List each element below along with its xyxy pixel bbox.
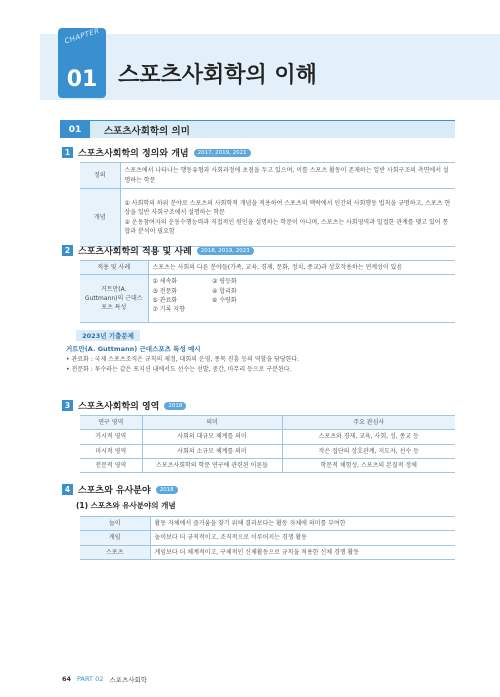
trait-item: ⑦ 기록 지향 (152, 306, 185, 314)
application-table (80, 260, 455, 323)
table-row (80, 545, 455, 559)
row-label: 정의 (80, 163, 120, 189)
concept-item: ① 사회학의 하위 분야로 스포츠의 사회학적 개념을 적용하여 스포츠의 맥락에서 인간의 사회행동 법칙을 규명하고, 스포츠 현상을 일반 사회구조에서 설명하는 학문 (124, 199, 451, 217)
year-badge: 2018, 2019, 2023 (197, 247, 254, 255)
section-bar (60, 120, 455, 138)
table-row (80, 458, 455, 472)
row-label: 거트만(A. Guttmann)의 근대스포츠 특성 (80, 275, 148, 323)
definition-table (80, 162, 455, 247)
row-label: 게임 (80, 531, 150, 545)
table-cell: 스포츠사회학의 학문 연구에 관련된 이론들 (142, 458, 282, 472)
similar-fields-table (80, 516, 455, 560)
chapter-badge (58, 28, 106, 98)
exam-heading: 거트만(A. Guttmann) 근대스포츠 특성 예시 (66, 345, 201, 353)
table-cell: 학문적 체험성, 스포츠의 본질적 정체 (282, 458, 455, 472)
trait-column-1 (148, 275, 208, 323)
footer-part-name: 스포츠사회학 (109, 676, 148, 684)
table-row (80, 275, 455, 323)
subsection-subtitle: (1) 스포츠와 유사분야의 개념 (76, 501, 176, 510)
column-header: 연구 영역 (80, 416, 142, 430)
row-text: 놀이보다 더 규칙적이고, 조직적으로 이루어지는 경쟁 활동 (150, 531, 455, 545)
table-row (80, 444, 455, 458)
trait-item: ⑥ 수량화 (212, 296, 237, 304)
table-row (80, 531, 455, 545)
table-cell: 미시적 영역 (80, 444, 142, 458)
table-cell: 전문적 영역 (80, 458, 142, 472)
subheading-2 (62, 244, 254, 257)
row-text: 활동 자체에서 즐거움을 찾기 위해 결과보다는 활동 자체에 의미를 부여한 (150, 517, 455, 531)
section-number: 01 (60, 121, 90, 138)
table-cell: 작은 집단의 상호관계, 지도자, 선수 등 (282, 444, 455, 458)
subheading-number: 3 (62, 400, 73, 411)
table-row (80, 261, 455, 275)
column-header: 의미 (142, 416, 282, 430)
subheading-4 (62, 483, 178, 496)
chapter-number: 01 (66, 67, 98, 92)
subheading-number: 4 (62, 484, 73, 495)
chapter-title: 스포츠사회학의 이해 (118, 63, 317, 88)
table-cell: 사회의 소규모 체계를 의미 (142, 444, 282, 458)
trait-item: ⑤ 관료화 (152, 296, 178, 304)
trait-item: ① 세속화 (152, 278, 178, 286)
row-label: 개념 (80, 189, 120, 247)
exam-box (66, 330, 451, 388)
row-text: 스포츠에서 나타나는 행동유형과 사회과정에 초점을 두고 있으며, 이를 스포츠 활동이 존재하는 일반 사회구조의 측면에서 설명하는 학문 (120, 163, 455, 189)
chapter-word: CHAPTER (63, 26, 101, 46)
exam-body (66, 344, 451, 375)
subheading-title: 스포츠사회학의 적용 및 사례 (78, 247, 192, 257)
subheading-title: 스포츠사회학의 영역 (78, 402, 160, 412)
exam-tag: 2023년 기출문제 (76, 330, 140, 341)
footer-part: PART 02 (77, 675, 104, 683)
subheading-1 (62, 146, 251, 159)
subheading-number: 2 (62, 245, 73, 256)
table-cell: 사회의 대규모 체계를 의미 (142, 430, 282, 444)
row-text: 게임보다 더 체계적이고, 구체적인 신체활동으로 규칙을 적용한 신체 경쟁 활동 (150, 545, 455, 559)
year-badge: 2017, 2019, 2021 (194, 149, 251, 157)
row-text (120, 189, 455, 247)
row-label: 스포츠 (80, 545, 150, 559)
trait-item: ② 평등화 (212, 278, 237, 286)
subheading-title: 스포츠와 유사분야 (78, 486, 151, 496)
table-header-row (80, 416, 455, 430)
section-title: 스포츠사회학의 의미 (104, 125, 190, 137)
table-row (80, 430, 455, 444)
trait-item: ③ 전문화 (152, 287, 178, 295)
row-text: 스포츠는 사회의 다른 분야들(가족, 교육, 경제, 문화, 정치, 종교)과 상호작용하는 연계성이 있음 (148, 261, 455, 275)
table-cell: 거시적 영역 (80, 430, 142, 444)
table-row (80, 163, 455, 189)
page-footer (62, 675, 147, 684)
column-header: 주요 관심사 (282, 416, 455, 430)
subheading-number: 1 (62, 147, 73, 158)
domain-table (80, 415, 455, 473)
subheading-3 (62, 399, 186, 412)
table-row (80, 189, 455, 247)
table-cell: 스포츠와 경제, 교육, 사회, 성, 종교 등 (282, 430, 455, 444)
year-badge: 2018 (156, 486, 178, 494)
row-label: 놀이 (80, 517, 150, 531)
table-row (80, 517, 455, 531)
trait-column-2 (208, 275, 455, 323)
concept-item: ② 운동참여자의 운동수행능력과 직접적인 원인을 설명하는 학문이 아니며, 스포츠는 사회영역과 밀접한 관계를 맺고 있어 통합과 분석이 필요함 (124, 218, 449, 235)
row-label: 적용 및 사례 (80, 261, 148, 275)
year-badge: 2018 (164, 402, 186, 410)
exam-line: • 전문화 : 투수라는 같은 포지션 내에서도 선수는 선발, 중간, 마무리 등으로 구분된다. (66, 366, 292, 374)
exam-line: • 관료화 : 국제 스포츠조직은 규칙의 제정, 대회의 운영, 종목 진흥 등의 역할을 담당한다. (66, 356, 300, 364)
page-number: 64 (62, 675, 72, 683)
trait-item: ④ 합리화 (212, 287, 237, 295)
subheading-title: 스포츠사회학의 정의와 개념 (78, 149, 189, 159)
